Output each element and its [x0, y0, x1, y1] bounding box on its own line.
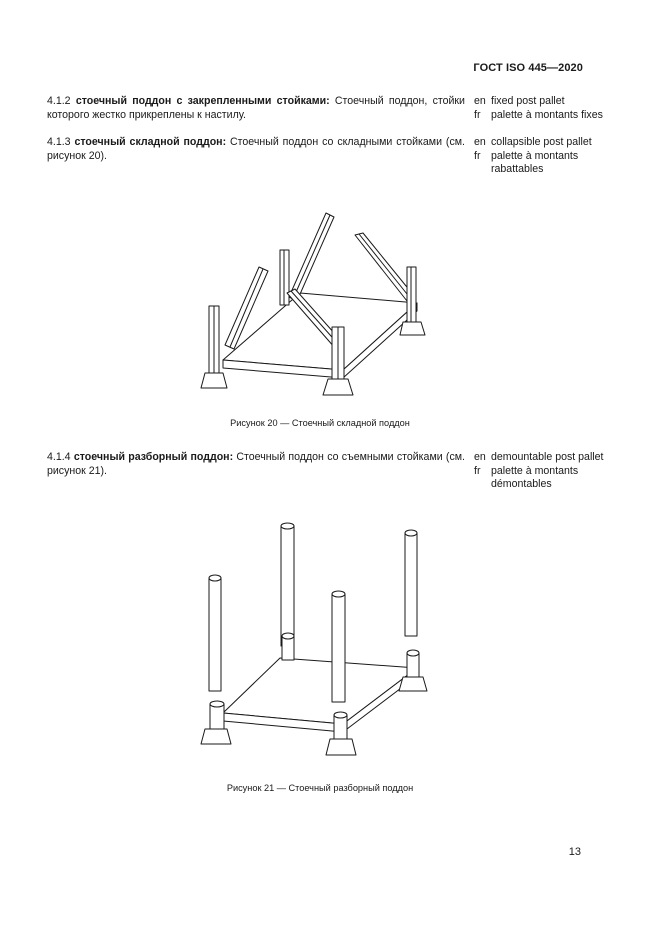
term-4-1-2-equivalents	[474, 95, 604, 122]
equivalent-text: fixed post pallet	[491, 95, 565, 107]
post-socket	[334, 715, 347, 739]
collapsible-post-pallet-drawing	[195, 205, 445, 400]
lang-code: fr	[474, 149, 481, 162]
removable-post	[209, 578, 221, 691]
lang-code: en	[474, 451, 486, 463]
document-header: ГОСТ ISO 445—2020	[473, 62, 583, 74]
post-socket	[282, 636, 294, 660]
equivalent-text: palette à montants démontables	[491, 464, 579, 490]
figure-21-caption: Рисунок 21 — Стоечный разборный поддон	[226, 783, 414, 793]
term-4-1-2	[47, 95, 465, 122]
post-foot	[326, 739, 356, 755]
term-number: 4.1.4	[47, 451, 71, 463]
term-definition: Стоечный поддон, стойки которого жестко прикреплены к настилу.	[47, 95, 465, 121]
term-name: стоечный разборный поддон:	[73, 451, 234, 463]
demountable-post-pallet-drawing	[195, 518, 445, 768]
equivalent-text: palette à montants rabattables	[491, 149, 579, 175]
lang-code: fr	[474, 108, 481, 121]
removable-post	[405, 533, 417, 636]
term-number: 4.1.2	[47, 95, 71, 107]
term-4-1-3	[47, 136, 465, 163]
post-socket	[407, 653, 419, 677]
figure-21	[195, 518, 445, 768]
post-foot	[201, 729, 231, 744]
term-4-1-4	[47, 451, 465, 478]
lang-code: en	[474, 136, 486, 148]
post-foot	[400, 322, 425, 335]
term-4-1-4-equivalents	[474, 451, 604, 492]
term-name: стоечный поддон с закрепленными стойками:	[75, 95, 330, 107]
term-definition: Стоечный поддон со складными стойками (см. рисунок 20).	[47, 136, 465, 162]
page-number: 13	[568, 846, 581, 858]
figure-20	[195, 205, 445, 400]
lang-code: fr	[474, 464, 481, 477]
post-socket	[210, 704, 224, 729]
post-foot	[201, 373, 227, 388]
post-foot	[323, 379, 353, 395]
term-number: 4.1.3	[47, 136, 71, 148]
post-foot	[399, 677, 427, 691]
lang-code: en	[474, 95, 486, 107]
term-name: стоечный складной поддон:	[74, 136, 227, 148]
term-definition: Стоечный поддон со съемными стойками (см. рисунок 21).	[47, 451, 465, 477]
term-4-1-3-equivalents	[474, 136, 604, 177]
removable-post	[281, 526, 294, 646]
equivalent-text: palette à montants fixes	[491, 108, 603, 121]
equivalent-text: collapsible post pallet	[491, 136, 592, 148]
equivalent-text: demountable post pallet	[491, 451, 604, 463]
removable-post	[332, 594, 345, 702]
figure-20-caption: Рисунок 20 — Стоечный складной поддон	[230, 418, 410, 428]
